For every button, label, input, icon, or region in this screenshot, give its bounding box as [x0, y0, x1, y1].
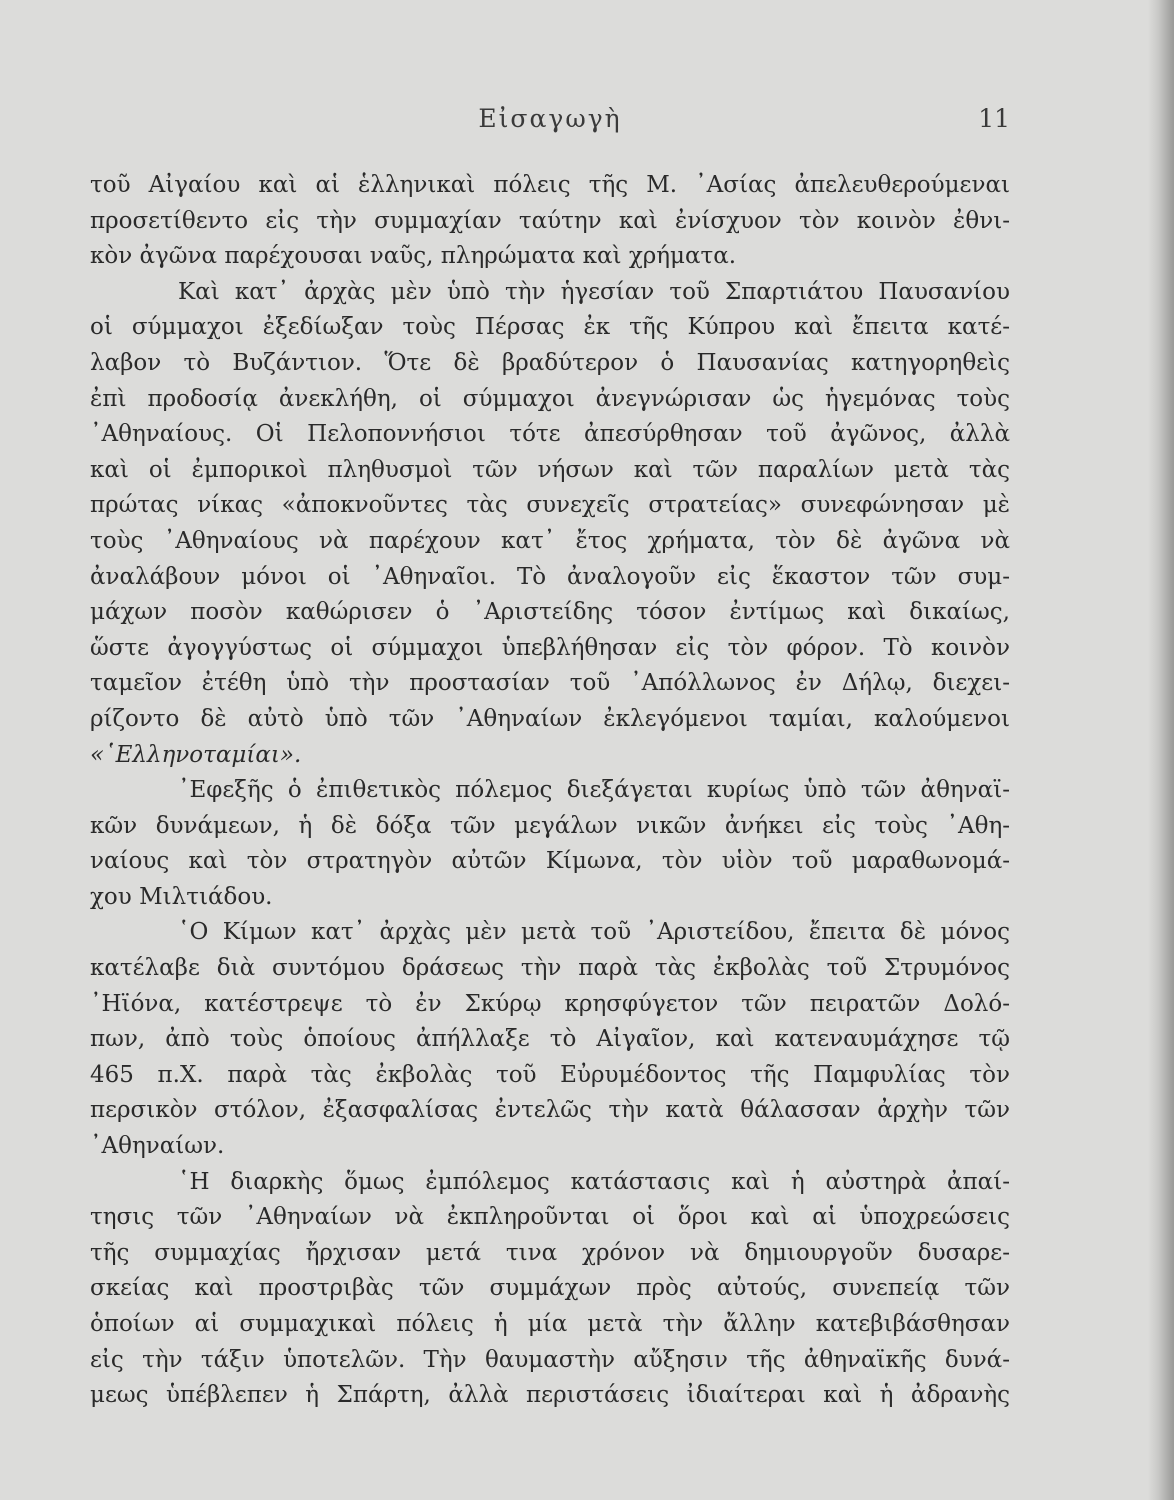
text-line: ὁποίων αἱ συμμαχικαὶ πόλεις ἡ μία μετὰ τὴν ἄλλην κατεβιβάσθησαν: [90, 1311, 1010, 1337]
text-line: μάχων ποσὸν καθώρισεν ὁ ᾿Αριστείδης τόσον ἐντίμως καὶ δικαίως,: [90, 599, 1010, 626]
text-line: ἀναλάβουν μόνοι οἱ ᾿Αθηναῖοι. Τὸ ἀναλογοῦν εἰς ἕκαστον τῶν συμ-: [90, 563, 1010, 590]
text-line: ᾿Αθηναίους. Οἱ Πελοποννήσιοι τότε ἀπεσύρθησαν τοῦ ἀγῶνος, ἀλλὰ: [90, 421, 1010, 448]
text-line: ναίους καὶ τὸν στρατηγὸν αὐτῶν Κίμωνα, τὸν υἱὸν τοῦ μαραθωνομά-: [90, 848, 1010, 875]
body-text: [90, 168, 1010, 1414]
page-number: 11: [978, 104, 1010, 133]
text-line: ὥστε ἀγογγύστως οἱ σύμμαχοι ὑπεβλήθησαν εἰς τὸν φόρον. Τὸ κοινὸν: [90, 634, 1010, 661]
text-line: καὶ οἱ ἐμπορικοὶ πληθυσμοὶ τῶν νήσων καὶ τῶν παραλίων μετὰ τὰς: [90, 456, 1010, 483]
text-line: ταμεῖον ἐτέθη ὑπὸ τὴν προστασίαν τοῦ ᾿Απόλλωνος ἐν Δήλῳ, διεχει-: [90, 670, 1010, 697]
text-line: ᾿Εφεξῆς ὁ ἐπιθετικὸς πόλεμος διεξάγεται κυρίως ὑπὸ τῶν ἀθηναϊ-: [178, 777, 1010, 804]
text-line: μεως ὑπέβλεπεν ἡ Σπάρτη, ἀλλὰ περιστάσεις ἰδιαίτεραι καὶ ἡ ἀδρανὴς: [90, 1382, 1010, 1409]
text-line: Καὶ κατ᾿ ἀρχὰς μὲν ὑπὸ τὴν ἡγεσίαν τοῦ Σπαρτιάτου Παυσανίου: [178, 278, 1010, 305]
text-line: κατέλαβε διὰ συντόμου δράσεως τὴν παρὰ τὰς ἐκβολὰς τοῦ Στρυμόνος: [90, 955, 1010, 982]
text-line: ᾿Αθηναίων.: [90, 1133, 225, 1160]
text-line: προσετίθεντο εἰς τὴν συμμαχίαν ταύτην καὶ ἐνίσχυον τὸν κοινὸν ἐθνι-: [90, 207, 1010, 234]
running-title: Εἰσαγωγὴ: [478, 104, 622, 133]
page-edge-shadow: [1148, 0, 1174, 1500]
text-line: 465 π.Χ. παρὰ τὰς ἐκβολὰς τοῦ Εὐρυμέδοντος τῆς Παμφυλίας τὸν: [90, 1061, 1010, 1088]
text-line: χου Μιλτιάδου.: [90, 883, 273, 910]
text-line: ἐπὶ προδοσίᾳ ἀνεκλήθη, οἱ σύμμαχοι ἀνεγνώρισαν ὡς ἡγεμόνας τοὺς: [90, 385, 1010, 412]
text-line: ᾿Ηϊόνα, κατέστρεψε τὸ ἐν Σκύρῳ κρησφύγετον τῶν πειρατῶν Δολό-: [90, 990, 1010, 1017]
text-line: τοῦ Αἰγαίου καὶ αἱ ἑλληνικαὶ πόλεις τῆς Μ. ᾿Ασίας ἀπελευθερούμεναι: [90, 172, 1010, 198]
text-line: «῾Ελληνοταμίαι».: [90, 741, 302, 768]
text-line: τοὺς ᾿Αθηναίους νὰ παρέχουν κατ᾿ ἔτος χρήματα, τὸν δὲ ἀγῶνα νὰ: [90, 527, 1010, 554]
text-line: ῾Ο Κίμων κατ᾿ ἀρχὰς μὲν μετὰ τοῦ ᾿Αριστείδου, ἔπειτα δὲ μόνος: [178, 919, 1010, 946]
text-line: σκείας καὶ προστριβὰς τῶν συμμάχων πρὸς αὐτούς, συνεπείᾳ τῶν: [90, 1275, 1010, 1302]
text-line: οἱ σύμμαχοι ἐξεδίωξαν τοὺς Πέρσας ἐκ τῆς Κύπρου καὶ ἔπειτα κατέ-: [90, 314, 1010, 341]
text-line: περσικὸν στόλον, ἐξασφαλίσας ἐντελῶς τὴν κατὰ θάλασσαν ἀρχὴν τῶν: [90, 1097, 1010, 1124]
text-line: εἰς τὴν τάξιν ὑποτελῶν. Τὴν θαυμαστὴν αὔξησιν τῆς ἀθηναϊκῆς δυνά-: [90, 1346, 1010, 1373]
page-header: [90, 104, 1010, 138]
text-line: ρίζοντο δὲ αὐτὸ ὑπὸ τῶν ᾿Αθηναίων ἐκλεγόμενοι ταμίαι, καλούμενοι: [90, 705, 1010, 732]
text-line: πων, ἀπὸ τοὺς ὁποίους ἀπήλλαξε τὸ Αἰγαῖον, καὶ κατεναυμάχησε τῷ: [90, 1026, 1010, 1053]
text-line: τησις τῶν ᾿Αθηναίων νὰ ἐκπληροῦνται οἱ ὅροι καὶ αἱ ὑποχρεώσεις: [90, 1204, 1010, 1231]
text-line: ῾Η διαρκὴς ὅμως ἐμπόλεμος κατάστασις καὶ ἡ αὐστηρὰ ἀπαί-: [178, 1168, 1010, 1195]
text-line: κῶν δυνάμεων, ἡ δὲ δόξα τῶν μεγάλων νικῶν ἀνήκει εἰς τοὺς ᾿Αθη-: [90, 812, 1010, 839]
text-line: πρώτας νίκας «ἀποκνοῦντες τὰς συνεχεῖς στρατείας» συνεφώνησαν μὲ: [90, 492, 1010, 519]
text-line: κὸν ἀγῶνα παρέχουσαι ναῦς, πληρώματα καὶ χρήματα.: [90, 243, 737, 270]
text-line: λαβον τὸ Βυζάντιον. Ὅτε δὲ βραδύτερον ὁ Παυσανίας κατηγορηθεὶς: [90, 349, 1010, 376]
text-line: τῆς συμμαχίας ἤρχισαν μετά τινα χρόνον νὰ δημιουργοῦν δυσαρε-: [90, 1239, 1010, 1266]
